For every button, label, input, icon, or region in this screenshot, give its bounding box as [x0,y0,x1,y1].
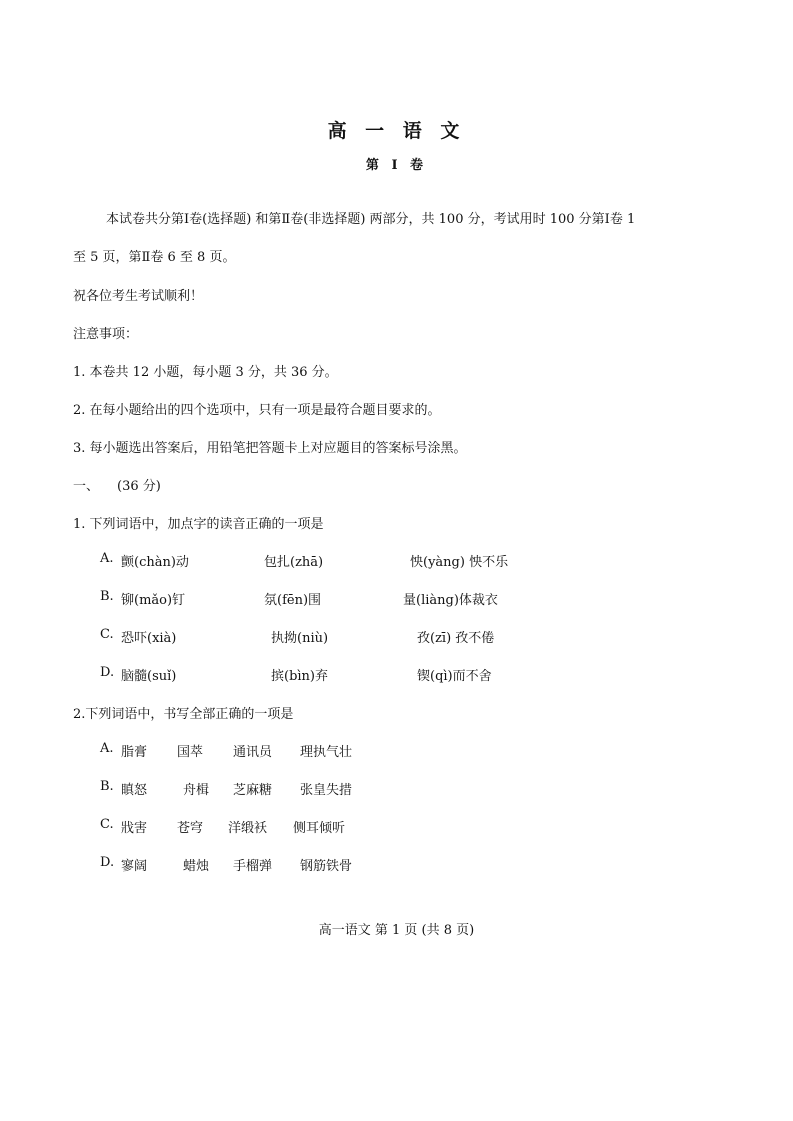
option-item: 瞋怒 [121,783,148,798]
option-letter: A. [100,741,114,756]
option-item: 戕害 [121,821,148,836]
option-item: 孜(zī) 孜不倦 [417,631,495,646]
intro-line-1: 本试卷共分第Ⅰ卷(选择题) 和第Ⅱ卷(非选择题) 两部分，共 100 分，考试用时 100 分第Ⅰ卷 1 [106,212,636,227]
option-item: 国萃 [177,745,204,760]
option-item: 手榴弹 [233,859,273,874]
exam-title: 高 一 语 文 [327,120,466,142]
option-item: 包扎(zhā) [264,555,324,570]
option-letter: B. [100,779,114,794]
option-letter: C. [100,627,114,642]
option-item: 通讯员 [233,745,273,760]
option-item: 恐吓(xià) [121,631,177,646]
option-item: 理执气壮 [300,745,353,760]
option-item: 氛(fēn)围 [264,593,322,608]
page-footer: 高一语文 第 1 页 (共 8 页) [318,923,475,938]
option-item: 寥阔 [121,859,148,874]
section-label: 一、 [73,479,100,494]
note-item: 1. 本卷共 12 小题，每小题 3 分，共 36 分。 [73,365,338,380]
intro-line-2: 至 5 页，第Ⅱ卷 6 至 8 页。 [73,250,236,265]
option-item: 蜡烛 [183,859,210,874]
option-item: 舟楫 [183,783,210,798]
option-item: 铆(mǎo)钉 [121,593,186,608]
option-item: 怏(yàng) 怏不乐 [410,555,509,570]
volume-subtitle: 第 Ⅰ 卷 [365,158,428,173]
option-item: 锲(qì)而不舍 [417,669,492,684]
option-letter: C. [100,817,114,832]
option-letter: D. [100,855,115,870]
option-item: 颤(chàn)动 [121,555,189,570]
option-item: 量(liàng)体裁衣 [403,593,498,608]
option-item: 执拗(niù) [271,631,329,646]
section-points: (36 分) [117,479,161,494]
option-item: 苍穹 [177,821,204,836]
option-item: 洋缎袄 [228,821,268,836]
note-item: 2. 在每小题给出的四个选项中，只有一项是最符合题目要求的。 [73,403,441,418]
option-item: 张皇失措 [300,783,353,798]
option-item: 脑髓(suǐ) [121,669,177,684]
option-item: 芝麻糖 [233,783,273,798]
option-item: 脂膏 [121,745,148,760]
wish-text: 祝各位考生考试顺利！ [73,289,204,304]
option-letter: B. [100,589,114,604]
option-item: 侧耳倾听 [293,821,346,836]
notes-heading: 注意事项： [73,327,139,342]
question-2-stem: 2.下列词语中，书写全部正确的一项是 [73,707,294,722]
option-item: 摈(bìn)弃 [271,669,328,684]
option-item: 钢筋铁骨 [300,859,353,874]
question-1-stem: 1. 下列词语中，加点字的读音正确的一项是 [73,517,324,532]
option-letter: A. [100,551,114,566]
option-letter: D. [100,665,115,680]
note-item: 3. 每小题选出答案后，用铅笔把答题卡上对应题目的答案标号涂黑。 [73,441,467,456]
